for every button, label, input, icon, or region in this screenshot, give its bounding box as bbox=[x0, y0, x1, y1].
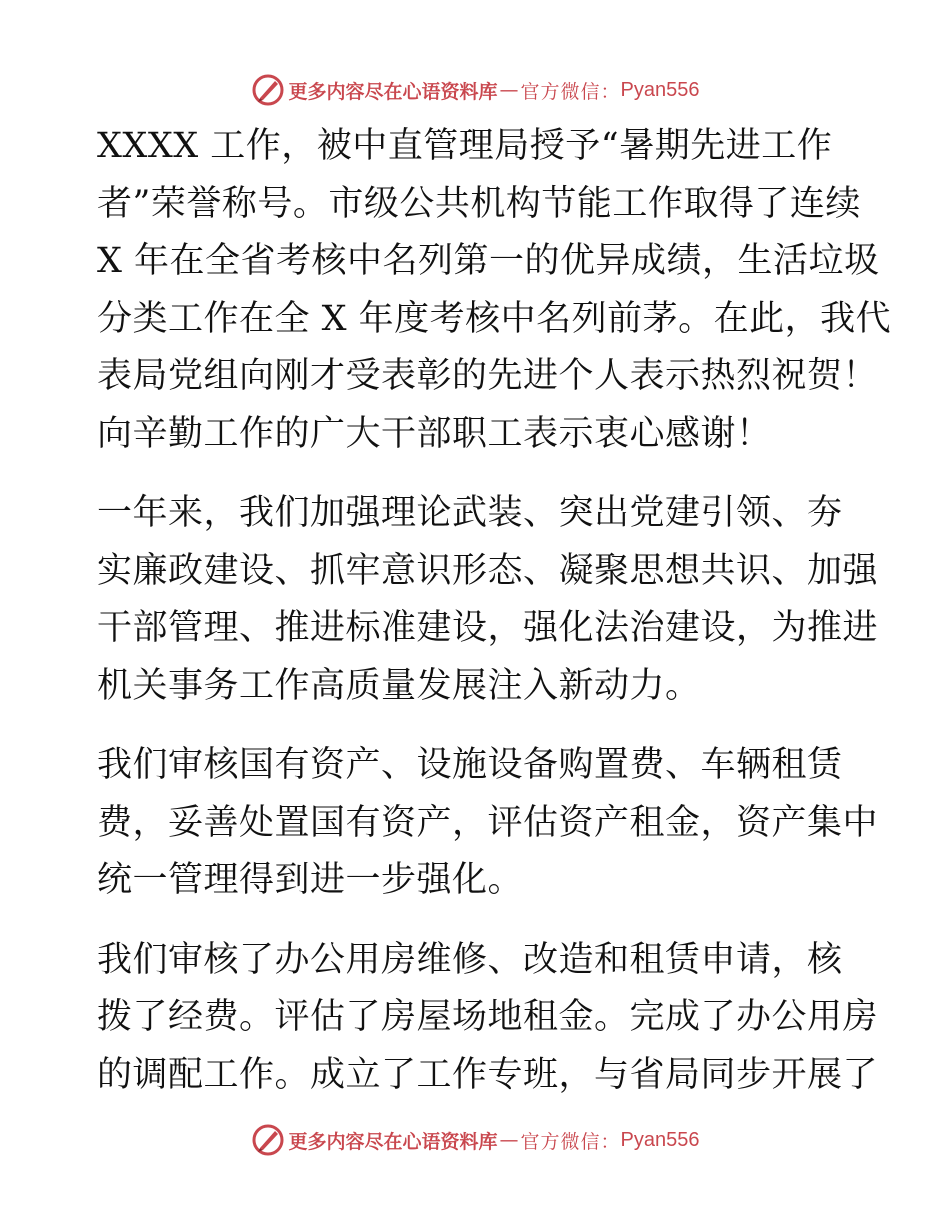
watermark-label: 官方微信： bbox=[520, 80, 621, 103]
pen-logo-icon bbox=[251, 73, 285, 107]
text-line: 者”荣誉称号。市级公共机构节能工作取得了连续 bbox=[97, 183, 861, 224]
text-line: 机关事务工作高质量发展注入新动力。 bbox=[97, 665, 701, 706]
watermark-label: 官方微信： bbox=[520, 1130, 621, 1153]
text-line: 向辛勤工作的广大干部职工表示衷心感谢！ bbox=[97, 413, 772, 454]
text-line: 表局党组向刚才受表彰的先进个人表示热烈祝贺！ bbox=[97, 356, 879, 396]
text-line: 我们审核国有资产、设施设备购置费、车辆租赁 bbox=[97, 745, 843, 785]
text-line: 一年来，我们加强理论武装、突出党建引领、夯 bbox=[97, 493, 843, 533]
watermark-wechat-id: Pyan556 bbox=[620, 78, 700, 101]
text-line: X 年在全省考核中名列第一的优异成绩，生活垃圾 bbox=[97, 241, 880, 281]
document-body bbox=[97, 118, 892, 1126]
text-line: 拨了经费。评估了房屋场地租金。完成了办公用房 bbox=[97, 997, 879, 1037]
footer-watermark bbox=[0, 1120, 950, 1160]
paragraph bbox=[97, 485, 879, 715]
text-line: 我们审核了办公用房维修、改造和租赁申请，核 bbox=[97, 939, 843, 980]
text-line: 的调配工作。成立了工作专班，与省局同步开展了 bbox=[97, 1054, 879, 1095]
paragraph bbox=[97, 737, 879, 910]
text-line: 干部管理、推进标准建设，强化法治建设，为推进 bbox=[97, 608, 879, 648]
paragraph bbox=[97, 932, 879, 1105]
watermark-dash: — bbox=[499, 79, 519, 101]
watermark-wechat-id: Pyan556 bbox=[620, 1128, 700, 1151]
paragraph bbox=[97, 118, 892, 463]
text-line: 实廉政建设、抓牢意识形态、凝聚思想共识、加强 bbox=[97, 550, 879, 591]
watermark-dash: — bbox=[499, 1129, 519, 1151]
text-line: 费，妥善处置国有资产，评估资产租金，资产集中 bbox=[97, 802, 879, 843]
text-line: XXXX 工作，被中直管理局授予“暑期先进工作 bbox=[97, 126, 833, 166]
text-line: 统一管理得到进一步强化。 bbox=[97, 860, 524, 900]
watermark-main-text: 更多内容尽在心语资料库 bbox=[288, 80, 498, 103]
pen-logo-icon bbox=[251, 1123, 285, 1157]
text-line: 分类工作在全 X 年度考核中名列前茅。在此，我代 bbox=[97, 298, 892, 339]
watermark-main-text: 更多内容尽在心语资料库 bbox=[288, 1130, 498, 1153]
header-watermark bbox=[0, 70, 950, 110]
